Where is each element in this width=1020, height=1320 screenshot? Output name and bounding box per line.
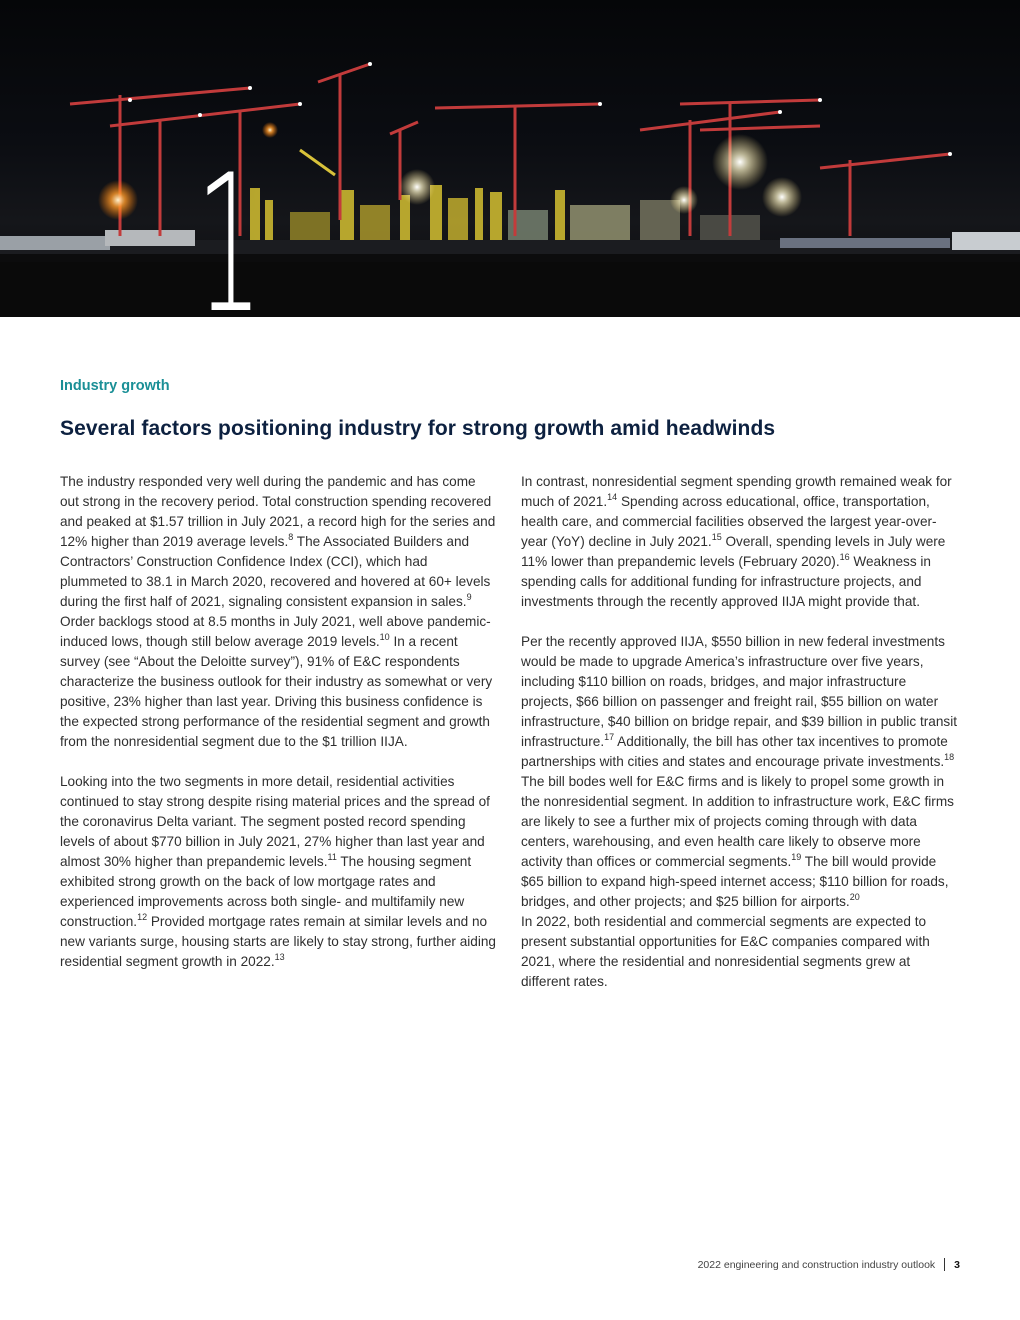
section-eyebrow: Industry growth — [60, 378, 170, 394]
paragraph: In contrast, nonresidential segment spending growth remained weak for much of 2021.14 Spending across educational, office, transportation, health care, and commercial facilities observed the largest year-over-year (YoY) decline in July 2021.15 Overall, spending levels in July were 11% lower than prepandemic levels (February 2020).$^{16}$ Weakness in spending calls for additional funding for infrastructure projects, and investments through the recently approved IIJA might provide that. — [521, 474, 952, 609]
footnote-ref: 12 — [137, 912, 148, 922]
chapter-number: 1 — [196, 134, 263, 317]
left-column — [60, 472, 496, 992]
construction-site-night-photo — [0, 0, 1020, 317]
footnote-ref: 15 — [711, 532, 722, 542]
footnote-ref: 19 — [791, 852, 802, 862]
footnote-ref: 10 — [379, 632, 390, 642]
footnote-ref: 13 — [274, 952, 285, 962]
footnote-ref: 17 — [604, 732, 615, 742]
footnote-ref: 8 — [288, 532, 294, 542]
footnote-ref: 18 — [944, 752, 955, 762]
footnote-ref: 11 — [327, 852, 337, 862]
paragraph: Per the recently approved IIJA, $550 billion in new federal investments would be made to upgrade America’s infrastructure over five years, including $110 billion on roads, bridges, and major infrastructure projects, $66 billion on passenger and freight rail, $55 billion on water infrastructure, $40 billion on bridge repair, and $39 billion in public transit infrastructure.$^{17}$ Additionally, the bill has other tax incentives to promote partnerships with cities and states and encourage private investments.$^{18}$ The bill bodes well for E&C firms and is likely to propel some growth in the nonresidential segment. In addition to infrastructure work, E&C firms are likely to see a further mix of projects coming through with data centers, warehousing, and even health care likely to observe more activity than offices or commercial segments.$^{19}$ The bill would provide $65 billion to expand high-speed internet access; $110 billion for roads, bridges, and other projects; and $25 billion for airports.$^{20}$ In 2022, both residential and commercial segments are expected to present substantial opportunities for E&C companies compared with 2021, where the residential and nonresidential segments grew at different rates. — [521, 634, 958, 989]
hero-image — [0, 0, 1020, 317]
paragraph: Looking into the two segments in more detail, residential activities continued to stay strong despite rising material prices and the spread of the coronavirus Delta variant. The segment posted record spending levels of about $770 billion in July 2021, 27% higher than last year and almost 30% higher than prepandemic levels.$^{11}$ The housing segment exhibited strong growth on the back of low mortgage rates and experienced improvements across both single- and multifamily new construction.$^{12}$ Provided mortgage rates remain at similar levels and no new variants surge, housing starts are likely to stay strong, further aiding residential segment growth in 2022.13 — [60, 774, 496, 969]
right-column — [521, 472, 961, 1012]
paragraph: The industry responded very well during the pandemic and has come out strong in the recovery period. Total construction spending recovered and peaked at $1.57 trillion in July 2021, a record high for the series and 12% higher than 2019 average levels.$^8$ The Associated Builders and Contractors’ Construction Confidence Index (CCI), which had plummeted to 38.1 in March 2020, recovered and hovered at 60+ levels during the first half of 2021, signaling consistent expansion in sales.$^9$ Order backlogs stood at 8.5 months in July 2021, well above pandemic-induced lows, though still below average 2019 levels.$^{10}$ In a recent survey (see “About the Deloitte survey”), 91% of E&C respondents characterize the business outlook for their industry as somewhat or very positive, 23% higher than last year. Driving this business confidence is the expected strong performance of the residential segment and growth from the nonresidential segment due to the $1 trillion IIJA. — [60, 474, 496, 749]
page-footer — [698, 1258, 960, 1271]
page-number: 3 — [954, 1258, 960, 1271]
footnote-ref: 20 — [849, 892, 860, 902]
footnote-ref: 14 — [607, 492, 618, 502]
page-title: Several factors positioning industry for strong growth amid headwinds — [60, 417, 776, 440]
footnote-ref: 9 — [466, 592, 472, 602]
footnote-ref: 16 — [839, 552, 850, 562]
footer-divider — [944, 1258, 945, 1271]
footer-title: 2022 engineering and construction industry outlook — [697, 1258, 936, 1271]
